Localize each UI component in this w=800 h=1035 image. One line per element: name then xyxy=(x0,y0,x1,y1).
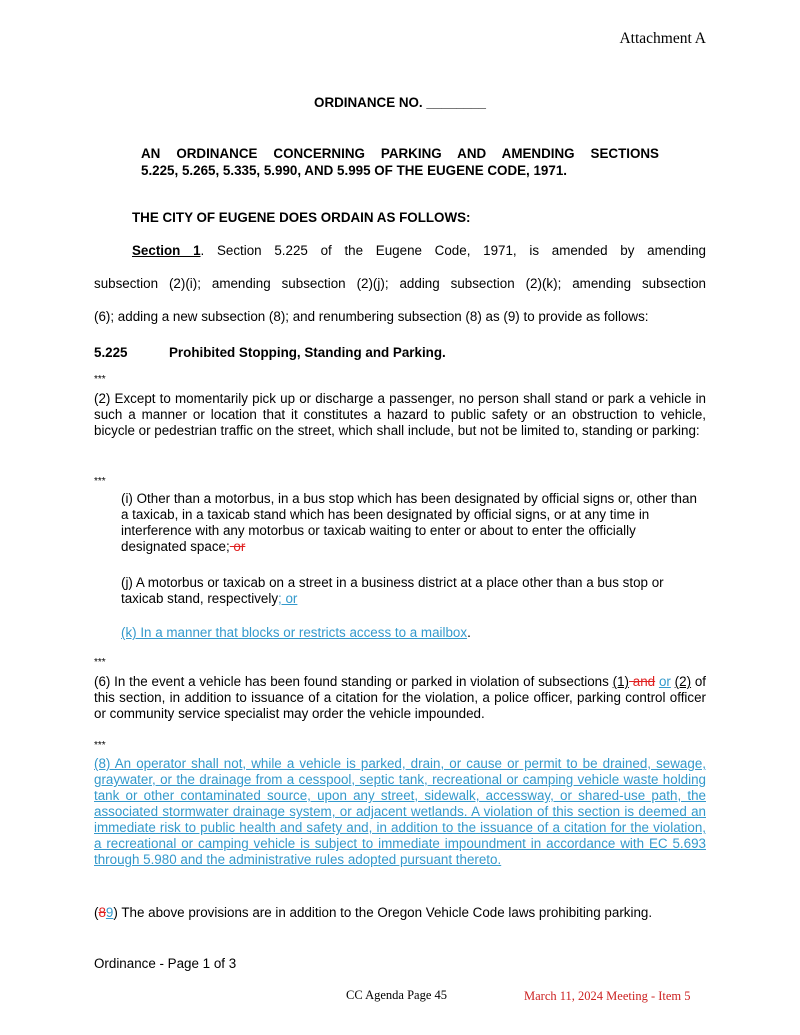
item-i xyxy=(121,491,701,555)
heading-line-2: 5.225, 5.265, 5.335, 5.990, AND 5.995 OF THE EUGENE CODE, 1971. xyxy=(141,163,567,178)
subsection-6 xyxy=(94,674,706,722)
item-k xyxy=(121,625,471,641)
sub9-deleted: 8 xyxy=(98,905,106,920)
meeting-item: March 11, 2024 Meeting - Item 5 xyxy=(524,989,691,1003)
sub6-inserted: or xyxy=(658,674,671,689)
subsection-8-new: (8) An operator shall not, while a vehicle is parked, drain, or cause or permit to be drained, sewage, graywater, or the drainage from a cesspool, septic tank, recreational or camping vehicle waste holding tank or other contaminated source, upon any street, sidewalk, accessway, or shared-use path, the associated stormwater drainage system, or adjacent wetlands. A violation of this section is deemed an immediate risk to public health and safety and, in addition to the issuance of a citation for the violation, a recreational or camping vehicle is subject to immediate impoundment in accordance with EC 5.693 through 5.980 and the administrative rules adopted pursuant thereto. xyxy=(94,756,706,867)
section-1-label: Section 1 xyxy=(132,243,201,258)
sub6-text-1: (6) In the event a vehicle has been found standing or parked in violation of subsections xyxy=(94,674,613,689)
item-k-tail: . xyxy=(467,625,471,640)
subsection-9 xyxy=(94,905,706,921)
ordinance-heading xyxy=(141,145,659,179)
page-footer: Ordinance - Page 1 of 3 xyxy=(94,956,237,971)
attachment-label: Attachment A xyxy=(619,30,706,47)
stars-4: *** xyxy=(94,740,106,751)
stars-2: *** xyxy=(94,476,106,487)
section-1-line-1-text: . Section 5.225 of the Eugene Code, 1971, is amended by amending xyxy=(200,243,706,258)
sub9-open: ( xyxy=(94,905,99,920)
code-section-number: 5.225 xyxy=(94,345,128,360)
section-1-intro xyxy=(94,243,706,324)
sub6-ref-2: (2) xyxy=(674,674,692,689)
item-j-text: (j) A motorbus or taxicab on a street in a business district at a place other than a bus stop or taxicab stand, respectively xyxy=(121,575,664,606)
sub9-close: ) xyxy=(113,905,118,920)
section-1-line-3: (6); adding a new subsection (8); and renumbering subsection (8) as (9) to provide as follows: xyxy=(94,309,649,324)
section-1-line-1 xyxy=(94,243,706,258)
sub6-ref-1: (1) xyxy=(612,674,629,689)
stars-1: *** xyxy=(94,374,106,385)
section-1-line-2: subsection (2)(i); amending subsection (2)(j); adding subsection (2)(k); amending subsection xyxy=(94,276,706,291)
subsection-2: (2) Except to momentarily pick up or discharge a passenger, no person shall stand or park a vehicle in such a manner or location that it constitutes a hazard to public safety or an obstruction to vehicle, bicycle or pedestrian traffic on the street, which shall include, but not be limited to, standing or parking: xyxy=(94,391,706,438)
code-section-heading xyxy=(94,345,446,360)
code-section-title: Prohibited Stopping, Standing and Parking. xyxy=(169,345,446,360)
stars-3: *** xyxy=(94,657,106,668)
item-k-inserted: (k) In a manner that blocks or restricts access to a mailbox xyxy=(121,625,468,640)
sub9-text: The above provisions are in addition to the Oregon Vehicle Code laws prohibiting parking. xyxy=(117,905,653,920)
item-i-deleted: or xyxy=(229,539,246,554)
item-j-inserted: ; or xyxy=(278,591,298,606)
ordinance-number: ORDINANCE NO. ________ xyxy=(314,95,486,110)
heading-line-1: AN ORDINANCE CONCERNING PARKING AND AMENDING SECTIONS xyxy=(141,146,659,161)
sub6-deleted: and xyxy=(628,674,656,689)
item-j xyxy=(121,575,701,607)
sub6-text-2: of this section, in addition to issuance of a citation for the violation, a police officer, parking control officer or community service specialist may order the vehicle impounded. xyxy=(94,674,707,721)
ordain-clause: THE CITY OF EUGENE DOES ORDAIN AS FOLLOWS: xyxy=(132,210,471,225)
sub9-inserted: 9 xyxy=(105,905,114,920)
agenda-page: CC Agenda Page 45 xyxy=(346,988,448,1002)
item-i-text: (i) Other than a motorbus, in a bus stop which has been designated by official signs or, other than a taxicab, in a taxicab stand which has been designated by official signs, or at any time in interference with any motorbus or taxicab waiting to enter or about to enter the officially designated space; xyxy=(121,491,697,554)
